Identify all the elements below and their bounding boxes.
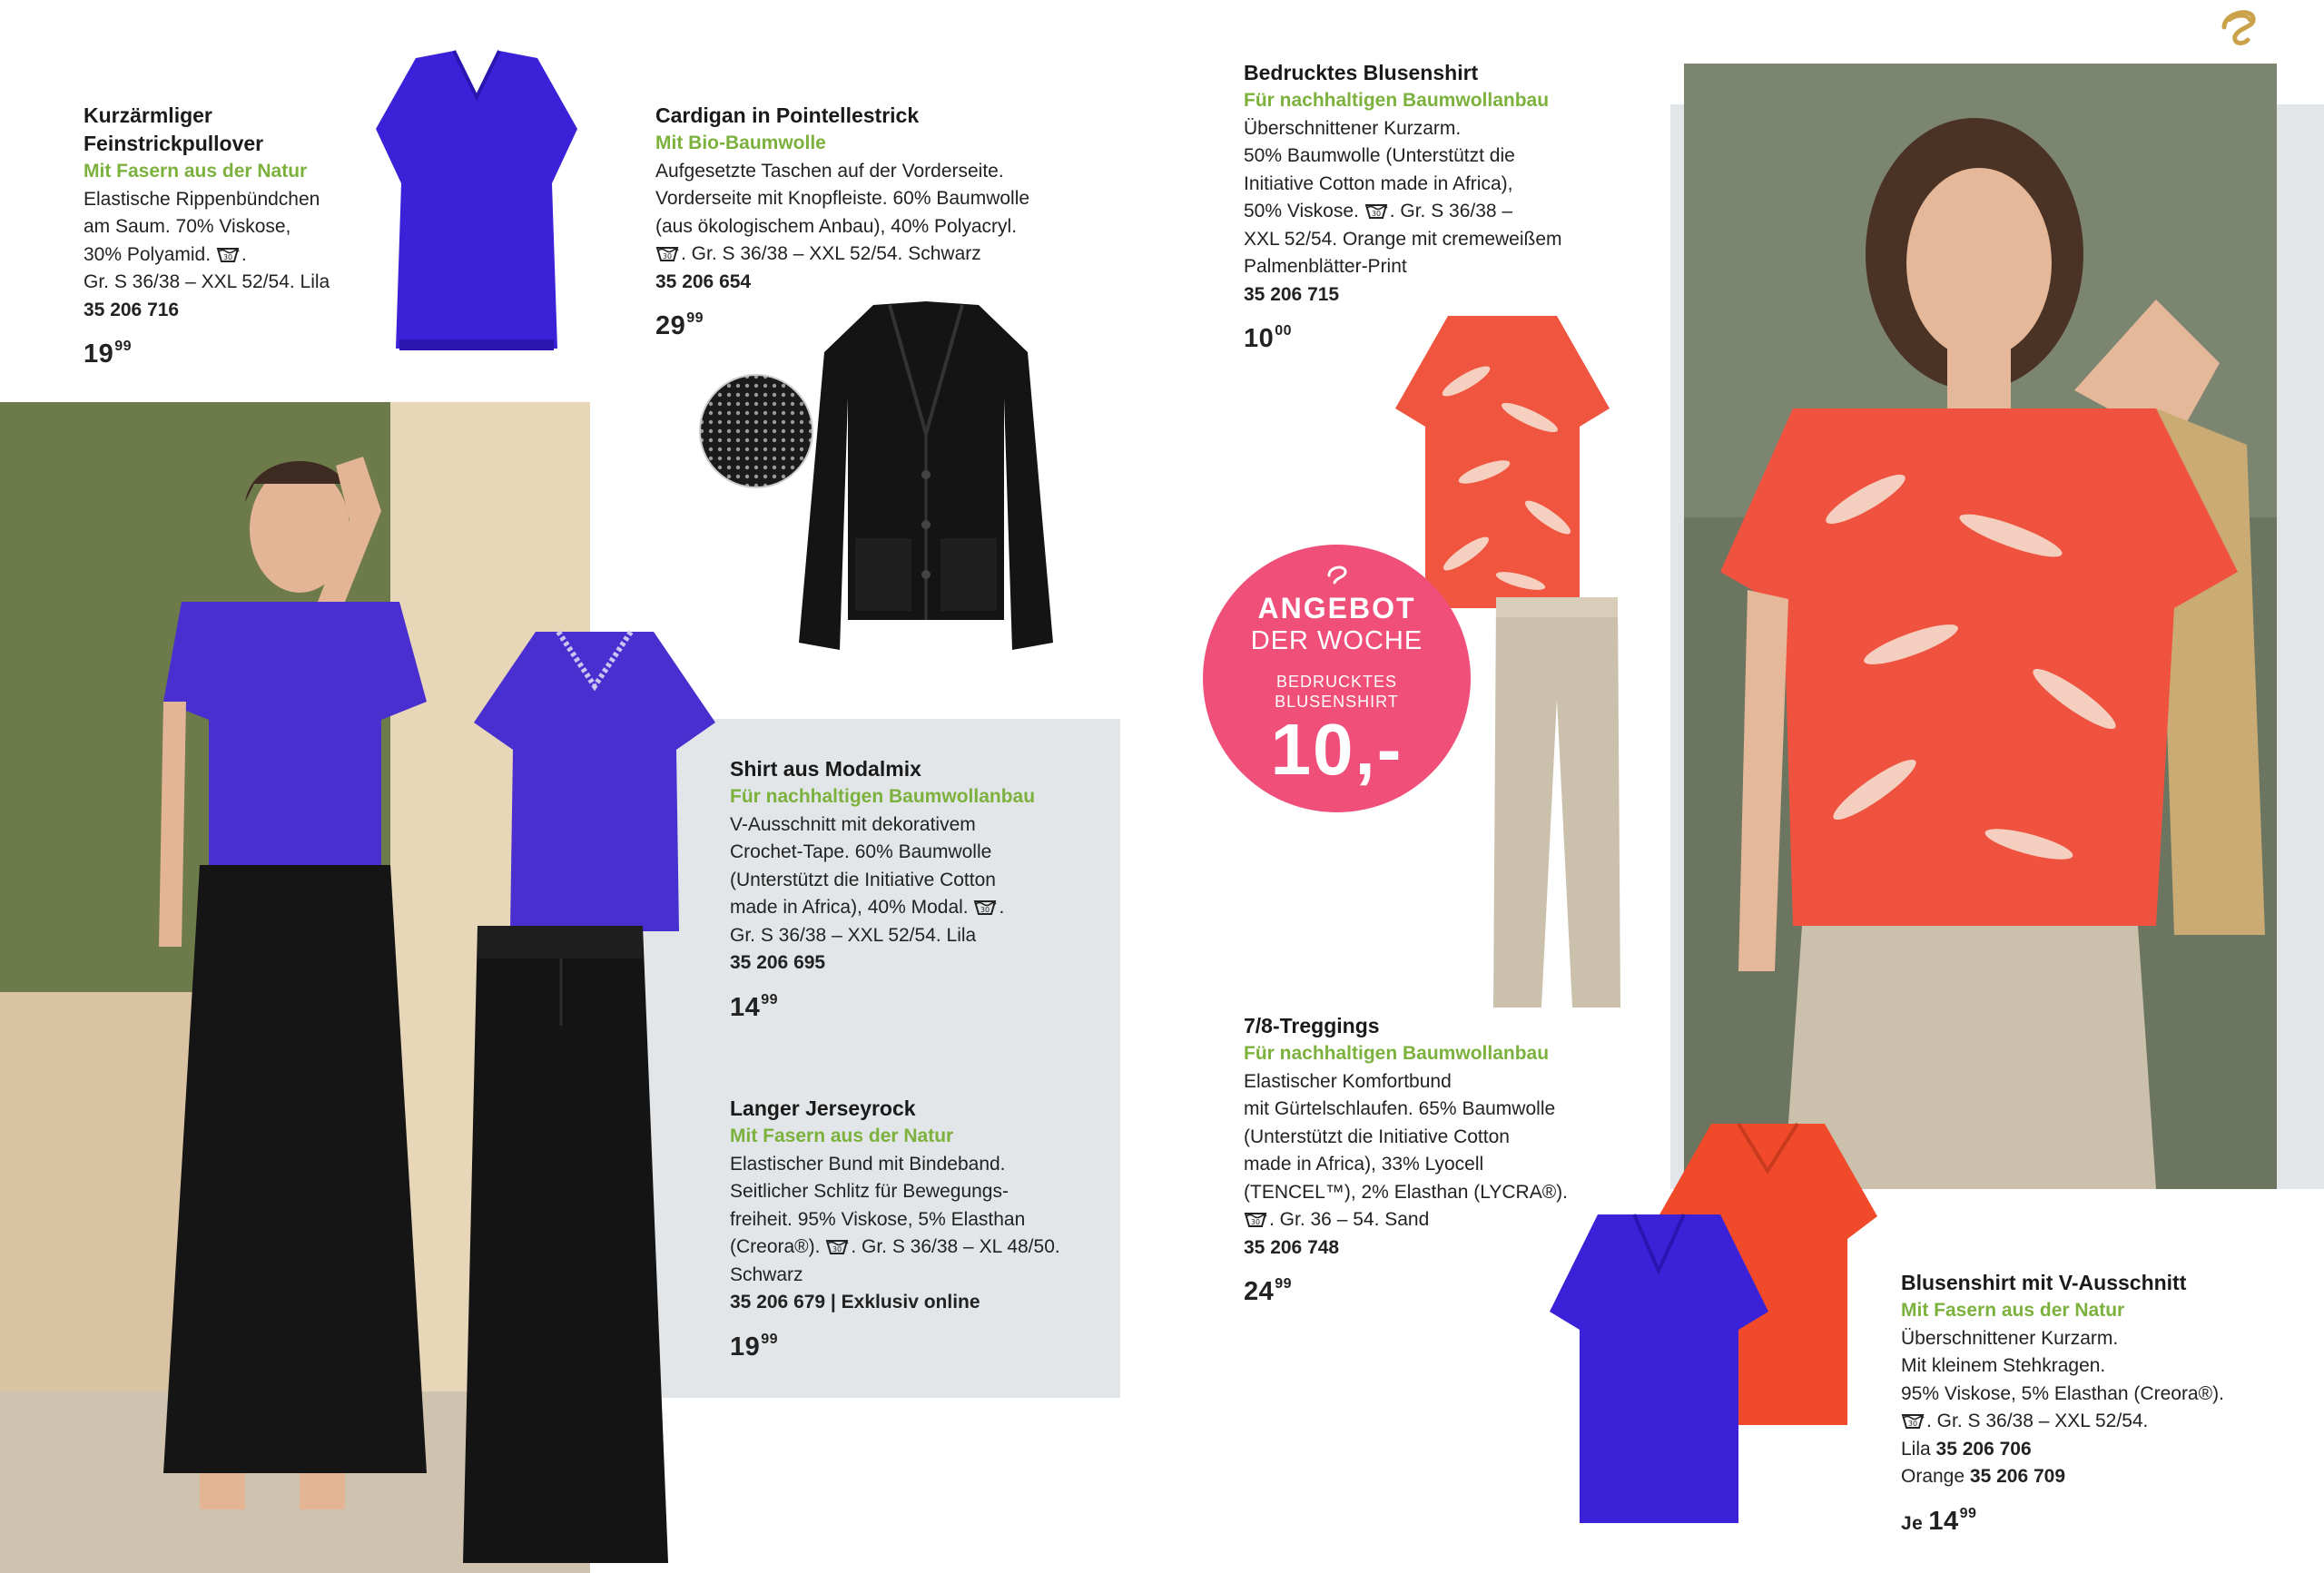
svg-text:30: 30	[832, 1245, 842, 1253]
product-modalmix	[730, 755, 1111, 1021]
product-description: Aufgesetzte Taschen auf der Vorderseite. Vorderseite mit Knopfleiste. 60% Baumwolle (aus ökologischem Anbau), 40% Polyacryl. 30 . Gr. S 36/38 – XXL 52/54. Schwarz	[655, 160, 1030, 264]
wash-30-icon	[1364, 202, 1388, 220]
wash-30-icon	[825, 1237, 849, 1255]
svg-text:30: 30	[980, 906, 990, 914]
wash-30-icon	[973, 898, 997, 916]
wash-30-icon	[1901, 1411, 1925, 1430]
product-description: Überschnittener Kurzarm. 50% Baumwolle (Unterstützt die Initiative Cotton made in Africa), 50% Viskose. 30 . Gr. S 36/38 – XXL 52/54. Orange mit cremeweißem Palmenblätter-Print	[1244, 117, 1562, 277]
product-blusenshirt	[1244, 59, 1643, 353]
badge-line-product: BEDRUCKTES BLUSENSHIRT	[1275, 673, 1399, 711]
product-description: Überschnittener Kurzarm. Mit kleinem Stehkragen. 95% Viskose, 5% Elasthan (Creora®). 30 . Gr. S 36/38 – XXL 52/54.	[1901, 1327, 2224, 1431]
product-price: $24^{99}$	[1244, 1276, 1293, 1306]
angebot-der-woche-badge	[1203, 545, 1471, 812]
product-article-number: 35 206 715	[1244, 283, 1340, 305]
product-tag: Für nachhaltigen Baumwollanbau	[1244, 90, 1550, 111]
svg-text:30: 30	[1250, 1218, 1261, 1226]
svg-text:30: 30	[662, 252, 673, 261]
product-tag: Mit Fasern aus der Natur	[1901, 1300, 2125, 1321]
product-name: Bedrucktes Blusenshirt	[1244, 61, 1479, 84]
treggings-product-image	[1489, 590, 1625, 1017]
product-price: $29^{99}$	[655, 310, 704, 340]
jerseyrock-skirt-image	[461, 917, 670, 1570]
pullover-product-image	[372, 47, 581, 356]
svg-text:30: 30	[1907, 1420, 1918, 1428]
product-tag: Mit Fasern aus der Natur	[84, 161, 308, 182]
wash-30-icon	[1244, 1210, 1267, 1228]
color-line-orange: Orange 35 206 709	[1901, 1466, 2065, 1487]
lifestyle-photo-right	[1684, 64, 2277, 1189]
badge-price: 10,-	[1270, 709, 1403, 790]
wash-30-icon	[216, 245, 240, 263]
product-tag: Für nachhaltigen Baumwollanbau	[1244, 1043, 1550, 1064]
product-article-number: 35 206 748	[1244, 1236, 1340, 1258]
product-price: $19^{99}$	[730, 1331, 779, 1362]
product-name: Langer Jerseyrock	[730, 1096, 916, 1120]
product-description: Elastischer Komfortbund mit Gürtelschlaufen. 65% Baumwolle (Unterstützt die Initiative Cotton made in Africa), 33% Lyocell (TENCEL™), 2% Elasthan (LYCRA®). 30 . Gr. 36 – 54. Sand	[1244, 1070, 1569, 1230]
blusenshirt-product-image	[1393, 309, 1611, 617]
product-name: Kurzärmliger Feinstrickpullover	[84, 103, 264, 155]
product-description: Elastischer Bund mit Bindeband. Seitlicher Schlitz für Bewegungs- freiheit. 95% Viskose, 5% Elasthan (Creora®). 30 . Gr. S 36/38 – XL 48/50. Schwarz	[730, 1153, 1060, 1285]
product-article-number: 35 206 679 | Exklusiv online	[730, 1292, 980, 1312]
product-treggings	[1244, 1012, 1643, 1306]
product-jerseyrock	[730, 1095, 1111, 1361]
product-description: Elastische Rippenbündchen am Saum. 70% Viskose, 30% Polyamid. 30 . Gr. S 36/38 – XXL 52/54. Lila	[84, 188, 330, 292]
modalmix-shirt-image	[472, 623, 717, 940]
svg-text:30: 30	[222, 252, 232, 261]
product-article-number: 35 206 654	[655, 270, 752, 292]
product-article-number: 35 206 695	[730, 952, 826, 973]
wash-30-icon	[655, 244, 679, 262]
tchibo-logo-icon	[2211, 0, 2266, 51]
product-article-number: 35 206 716	[84, 299, 180, 320]
product-price: $10^{00}$	[1244, 323, 1293, 353]
product-cardigan	[655, 102, 1091, 340]
product-pullover	[84, 102, 374, 369]
product-price: $19^{99}$	[84, 339, 133, 369]
product-name: Shirt aus Modalmix	[730, 757, 921, 781]
badge-line-der-woche: DER WOCHE	[1250, 626, 1423, 655]
svg-text:30: 30	[1371, 210, 1381, 218]
product-tag: Mit Fasern aus der Natur	[730, 1126, 954, 1146]
product-tag: Mit Bio-Baumwolle	[655, 133, 826, 153]
product-name: Blusenshirt mit V-Ausschnitt	[1901, 1271, 2187, 1294]
badge-line-angebot: ANGEBOT	[1257, 592, 1416, 624]
product-vausschnitt	[1901, 1269, 2300, 1538]
product-description: V-Ausschnitt mit dekorativem Crochet-Tape. 60% Baumwolle (Unterstützt die Initiative Cotton made in Africa), 40% Modal. 30 . Gr. S 36/38 – XXL 52/54. Lila	[730, 813, 1005, 946]
product-price: $14^{99}$	[730, 991, 779, 1022]
tchibo-badge-logo-icon	[1324, 561, 1351, 588]
cardigan-product-image	[790, 298, 1062, 657]
product-name: 7/8-Treggings	[1244, 1014, 1380, 1037]
product-tag: Für nachhaltigen Baumwollanbau	[730, 786, 1036, 807]
color-line-lila: Lila 35 206 706	[1901, 1438, 2032, 1460]
product-name: Cardigan in Pointellestrick	[655, 103, 920, 127]
product-price: Je $14^{99}$	[1901, 1505, 1977, 1536]
